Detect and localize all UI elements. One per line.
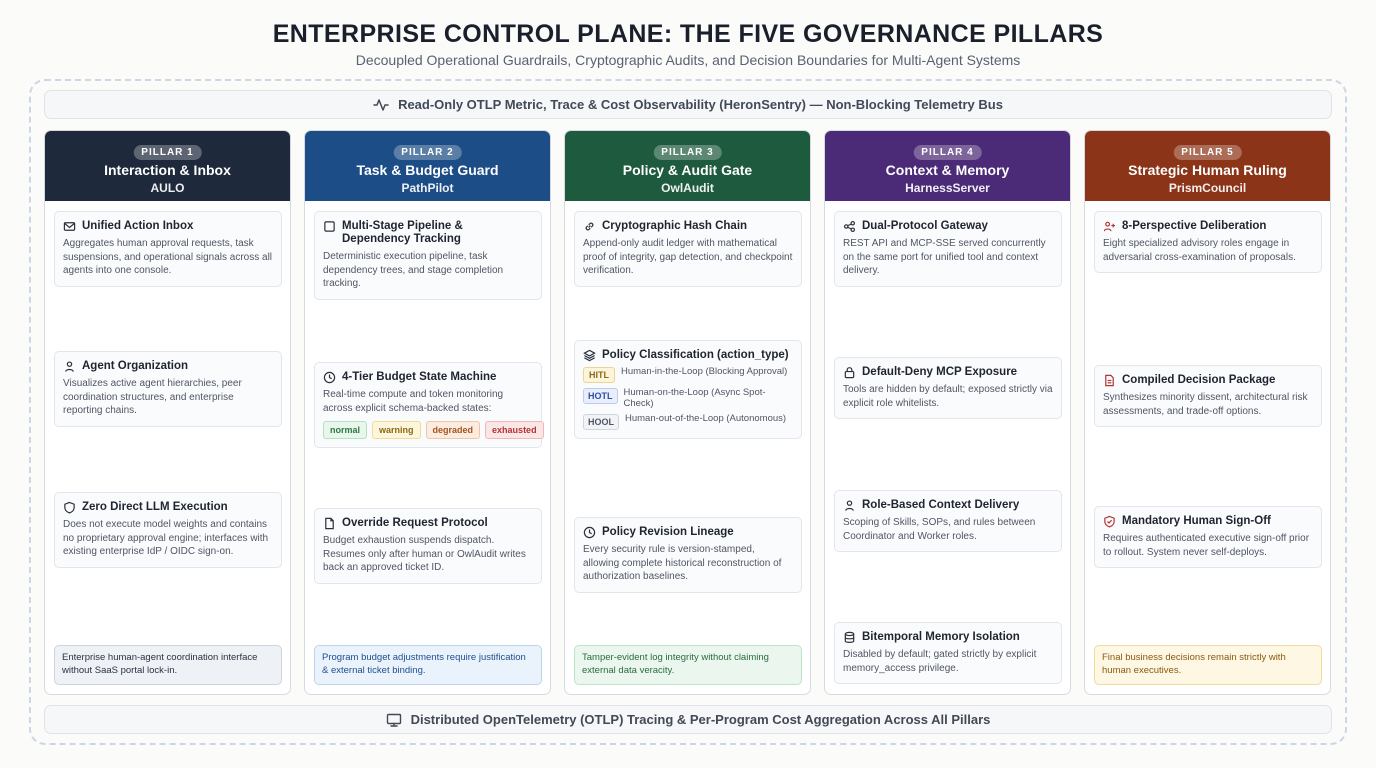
card-desc: Real-time compute and token monitoring across explicit schema-backed states: (323, 389, 504, 414)
card-title: 4-Tier Budget State Machine (342, 371, 497, 383)
pillar-badge: PILLAR 3 (653, 145, 721, 160)
mail-icon (63, 220, 76, 233)
clock-icon (323, 371, 336, 384)
pillar-3 (564, 130, 811, 695)
card-desc: Append-only audit ledger with mathematical proof of integrity, gap detection, and checkpoint verification. (583, 238, 793, 276)
pillar-note: Tamper-evident log integrity without claiming external data veracity. (574, 645, 802, 685)
user-icon (63, 360, 76, 373)
pillar-code: PathPilot (401, 181, 454, 195)
shield-icon (63, 501, 76, 514)
otlp-tracing-bus (44, 705, 1332, 734)
policy-type-hool (583, 413, 793, 430)
pillar-4-header (825, 131, 1070, 201)
card-desc: Tools are hidden by default; exposed strictly via explicit role whitelists. (843, 384, 1053, 409)
card-desc: REST API and MCP-SSE served concurrently on the same port for unified tool and context delivery. (843, 238, 1046, 276)
state-tag-normal: normal (323, 421, 367, 439)
database-icon (843, 631, 856, 644)
card-desc: Requires authenticated executive sign-off prior to rollout. System never self-deploys. (1103, 533, 1310, 558)
pillar-name: Context & Memory (885, 162, 1010, 178)
card-desc: Aggregates human approval requests, task suspensions, and operational signals across all agents into one console. (63, 238, 273, 276)
pillar-note: Program budget adjustments require justification & external ticket binding. (314, 645, 542, 685)
card-multi-stage-pipeline (314, 211, 542, 300)
pillar-name: Strategic Human Ruling (1128, 162, 1287, 178)
telemetry-bus (44, 90, 1332, 119)
card-title: Cryptographic Hash Chain (602, 220, 748, 232)
pillar-name: Policy & Audit Gate (622, 162, 753, 178)
card-desc: Does not execute model weights and contains no proprietary approval engine; interfaces with existing enterprise IdP / OIDC sign-on. (63, 519, 269, 557)
card-unified-action-inbox (54, 211, 282, 287)
card-title: Role-Based Context Delivery (862, 499, 1020, 511)
policy-tag: HOTL (583, 388, 618, 404)
policy-type-hitl (583, 366, 793, 383)
card-compiled-decision (1094, 365, 1322, 427)
card-bitemporal-memory (834, 622, 1062, 684)
card-budget-state-machine (314, 362, 542, 448)
users-icon (1103, 220, 1116, 233)
card-title: Unified Action Inbox (82, 220, 194, 232)
policy-type-text: Human-on-the-Loop (Async Spot-Check) (623, 387, 766, 409)
card-title: Dual-Protocol Gateway (862, 220, 988, 232)
activity-icon (373, 97, 389, 113)
pillar-badge: PILLAR 1 (133, 145, 201, 160)
card-desc: Scoping of Skills, SOPs, and rules between Coordinator and Worker roles. (843, 517, 1036, 542)
pillar-4 (824, 130, 1071, 695)
card-desc: Visualizes active agent hierarchies, peer coordination structures, and enterprise reporting chains. (63, 378, 242, 416)
card-title: Default-Deny MCP Exposure (862, 366, 1018, 378)
square-icon (323, 220, 336, 233)
card-desc: Every security rule is version-stamped, allowing complete historical reconstruction of authorization baselines. (583, 544, 782, 582)
card-desc: Synthesizes minority dissent, architectural risk assessments, and trade-off options. (1103, 392, 1308, 417)
pillar-2 (304, 130, 551, 695)
policy-type-hotl (583, 387, 793, 409)
pillar-code: PrismCouncil (1168, 181, 1247, 195)
budget-state-tags (323, 421, 537, 439)
pillar-code: HarnessServer (905, 181, 990, 195)
pillar-5-header (1085, 131, 1330, 201)
pillar-badge: PILLAR 2 (393, 145, 461, 160)
policy-type-text: Human-in-the-Loop (Blocking Approval) (621, 366, 788, 377)
card-desc: Eight specialized advisory roles engage in adversarial cross-examination of proposals. (1103, 238, 1296, 263)
card-agent-organization (54, 351, 282, 427)
card-title: Policy Classification (action_type) (602, 349, 789, 361)
card-hash-chain (574, 211, 802, 287)
state-tag-exhausted: exhausted (485, 421, 544, 439)
pillar-note: Enterprise human-agent coordination interface without SaaS portal lock-in. (54, 645, 282, 685)
policy-tag: HOOL (583, 414, 619, 430)
otlp-tracing-bus-label: Distributed OpenTelemetry (OTLP) Tracing & Per-Program Cost Aggregation Across All Pillars (410, 712, 991, 727)
policy-type-text: Human-out-of-the-Loop (Autonomous) (625, 413, 787, 424)
card-8-perspective (1094, 211, 1322, 273)
card-title: Policy Revision Lineage (602, 526, 734, 538)
pillar-1 (44, 130, 291, 695)
card-title: 8-Perspective Deliberation (1122, 220, 1267, 232)
pillar-1-header (45, 131, 290, 201)
pillar-name: Task & Budget Guard (356, 162, 499, 178)
lock-icon (843, 366, 856, 379)
share-icon (843, 220, 856, 233)
card-zero-direct-llm (54, 492, 282, 568)
page-subtitle: Decoupled Operational Guardrails, Cryptographic Audits, and Decision Boundaries for Multi-Agent Systems (355, 52, 1021, 68)
card-title: Mandatory Human Sign-Off (1122, 515, 1271, 527)
pillar-code: OwlAudit (661, 181, 714, 195)
pillar-badge: PILLAR 5 (1173, 145, 1241, 160)
shield-check-icon (1103, 515, 1116, 528)
state-tag-degraded: degraded (426, 421, 481, 439)
card-title: Zero Direct LLM Execution (82, 501, 228, 513)
card-title: Compiled Decision Package (1122, 374, 1276, 386)
file-icon (323, 517, 336, 530)
clock-icon (583, 526, 596, 539)
pillar-5 (1084, 130, 1331, 695)
card-override-request (314, 508, 542, 584)
card-title: Agent Organization (82, 360, 189, 372)
pillar-note: Final business decisions remain strictly with human executives. (1094, 645, 1322, 685)
document-icon (1103, 374, 1116, 387)
card-policy-classification (574, 340, 802, 439)
card-title: Override Request Protocol (342, 517, 488, 529)
card-desc: Budget exhaustion suspends dispatch. Resumes only after human or OwlAudit writes back an approved ticket ID. (323, 535, 526, 573)
card-policy-revision (574, 517, 802, 593)
pillar-name: Interaction & Inbox (104, 162, 231, 178)
link-icon (583, 220, 596, 233)
telemetry-bus-label: Read-Only OTLP Metric, Trace & Cost Observability (HeronSentry) — Non-Blocking Telemetry Bus (398, 97, 1003, 112)
card-default-deny-mcp (834, 357, 1062, 419)
card-desc: Deterministic execution pipeline, task dependency trees, and stage completion tracking. (323, 251, 504, 289)
policy-tag: HITL (583, 367, 615, 383)
card-title: Bitemporal Memory Isolation (862, 631, 1020, 643)
pillar-badge: PILLAR 4 (913, 145, 981, 160)
card-title: Multi-Stage Pipeline & Dependency Tracking (342, 220, 463, 245)
card-mandatory-sign-off (1094, 506, 1322, 568)
card-role-based-context (834, 490, 1062, 552)
card-desc: Disabled by default; gated strictly by explicit memory_access privilege. (843, 649, 1037, 674)
page-title: ENTERPRISE CONTROL PLANE: THE FIVE GOVERNANCE PILLARS (272, 20, 1104, 48)
monitor-icon (386, 712, 402, 728)
card-dual-protocol-gateway (834, 211, 1062, 287)
state-tag-warning: warning (372, 421, 421, 439)
pillar-3-header (565, 131, 810, 201)
user-icon (843, 499, 856, 512)
pillar-code: AULO (150, 181, 185, 195)
pillar-2-header (305, 131, 550, 201)
layers-icon (583, 349, 596, 362)
